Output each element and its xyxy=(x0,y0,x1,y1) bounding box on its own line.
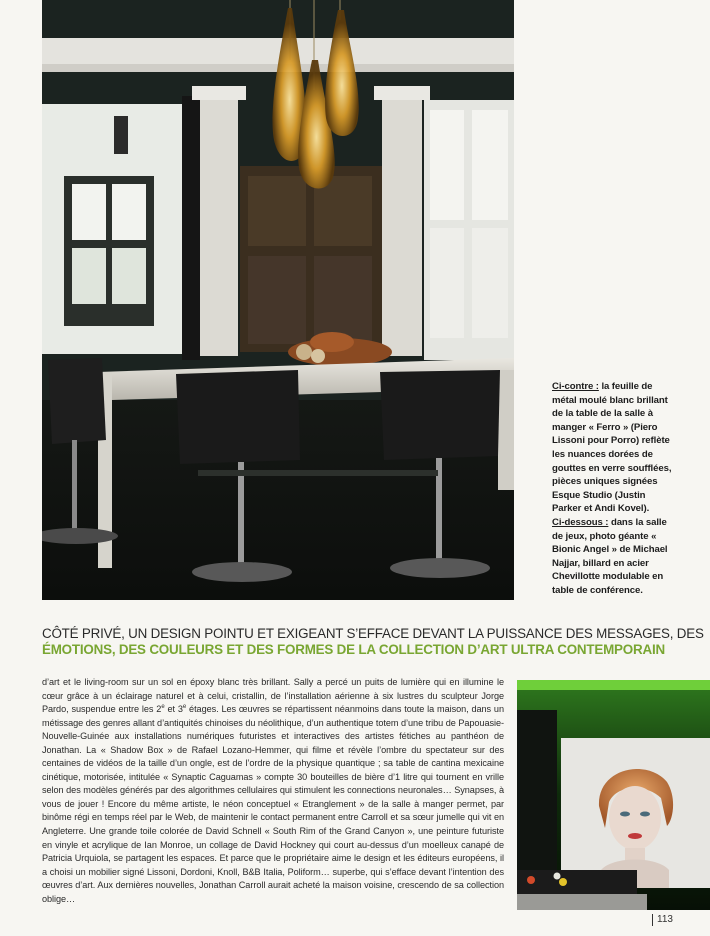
body-part-2: et 3 xyxy=(164,704,183,715)
body-sup-2: e xyxy=(182,704,187,711)
game-room-illustration xyxy=(517,680,710,910)
headline-line-2: ÉMOTIONS, DES COULEURS ET DES FORMES DE LA COLLECTION D’ART ULTRA CONTEMPORAIN xyxy=(42,642,665,657)
article-body xyxy=(42,676,504,906)
caption-lead-left: Ci-contre : xyxy=(552,381,599,392)
game-room-photo xyxy=(517,680,710,910)
body-part-1: d’art et le living-room sur un sol en époxy blanc très brillant. Sally a percé un puits de lumière qui en illumine le cœur grâce à un éclairage naturel et à celui, cristallin, de l’installation aérienne à six lustres du sculpteur Jorge Pardo, suspendue entre les 2 xyxy=(42,677,504,715)
caption-lead-below: Ci-dessous : xyxy=(552,516,609,528)
body-sup-1: e xyxy=(161,704,165,711)
caption-text-left: la feuille de métal moulé blanc brillant de la table de la salle à manger « Ferro » (Piero Lissoni pour Porro) reflète les nuances dorées de gouttes en verre soufflées, pièces uniques signées Esque Studio (Justin Parker et Andi Kovel). xyxy=(552,381,672,515)
photo-caption xyxy=(552,380,672,598)
dining-room-illustration xyxy=(42,0,514,600)
headline-line-1: CÔTÉ PRIVÉ, UN DESIGN POINTU ET EXIGEANT S’EFFACE DEVANT LA PUISSANCE DES MESSAGES, DES xyxy=(42,626,704,641)
body-part-3: étages. Les œuvres se répartissent néanmoins dans toute la maison, dans un métissage des genres allant d’antiquités chinoises du néolithique, d’un authentique totem d’une tribu de Papouasie-Nouvelle-Guinée aux installations numériques futuristes et interactives des artistes fétiches au panthéon de Jonathan. La « Shadow Box » de Rafael Lozano-Hemmer, qui filme et révèle l’ombre du spectateur sur des centaines de vidéos de la taille d’un ongle, est de l’ordre de la physique quantique ; sa table de cantina mexicaine cinétique, motorisée, intitulée « Synaptic Caguamas » compte 30 bouteilles de bière d’1 litre qui tournent en vrille selon des modèles générés par des algorithmes cellulaires qui stimulent les connections neuronales… Synapses, à vous de jouer ! Encore du même artiste, le néon conceptuel « Etranglement » de la salle à manger permet, par binôme régi en temps réel par le Web, de maintenir le contact permanent entre Carroll et sa sœur jumelle qui vit en Angleterre. Une grande toile colorée de David Schnell « South Rim of the Grand Canyon », une peinture futuriste en vinyle et acrylique de Ian Monroe, un collage de David Hockney qui court au-dessus d’un moelleux canapé de Patricia Urquiola, se partagent les espaces. Et parce que le propriétaire aime le design et les éditeurs européens, il a choisi un mobilier signé Lissoni, Dordoni, Knoll, B&B Italia, Poliform… superbe, qui s’efface devant l’intention des œuvres d’art. Aux dernières nouvelles, Jonathan Carroll aurait acheté la maison voisine, crescendo de sa collection oblige… xyxy=(42,704,504,904)
caption-text-below: dans la salle de jeux, photo géante « Bionic Angel » de Michael Najjar, billard en acier Chevillotte modulable en table de conférence. xyxy=(552,516,668,596)
pull-quote-headline xyxy=(42,626,704,658)
dining-room-photo xyxy=(42,0,514,600)
page-number: 113 xyxy=(652,914,673,926)
